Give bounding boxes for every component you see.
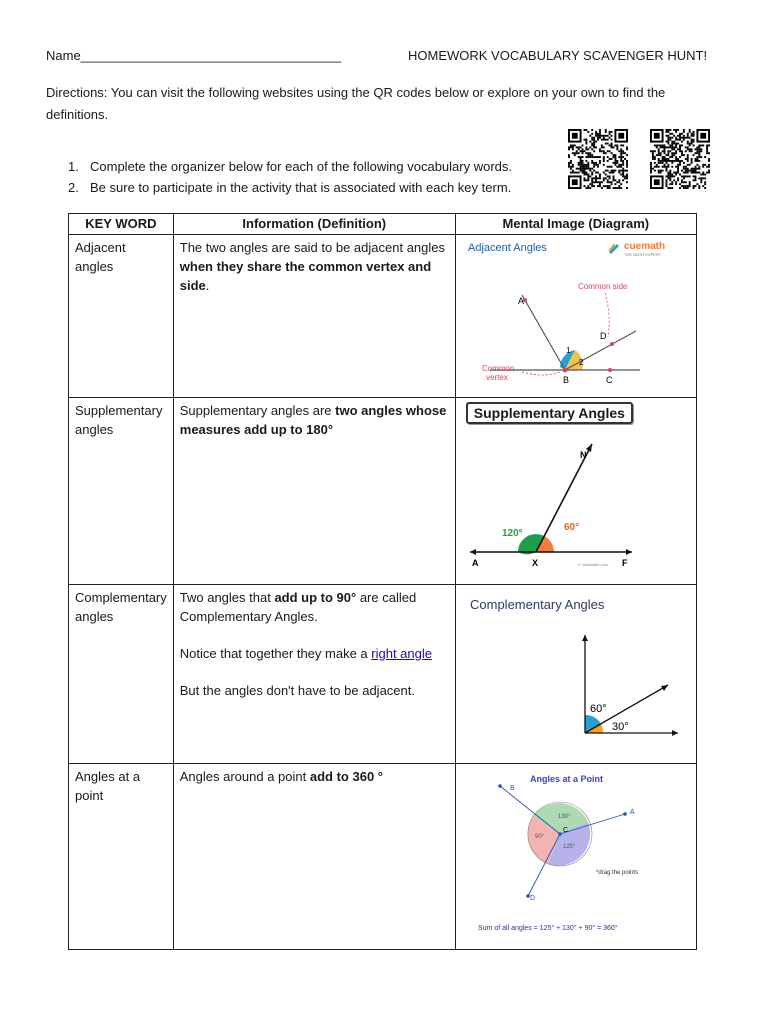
svg-text:A: A (517, 296, 524, 306)
svg-text:*drag the points: *drag the points (595, 870, 638, 876)
svg-text:90°: 90° (534, 834, 544, 840)
svg-text:2: 2 (578, 358, 584, 367)
keyword-cell: Complementary angles (69, 585, 174, 764)
directions-text: Directions: You can visit the following websites using the QR codes below or explore on your own to find the definitions. (46, 85, 666, 122)
svg-text:F: F (621, 558, 628, 568)
diagram-cell (455, 585, 696, 764)
svg-text:A: A (471, 558, 479, 568)
brand-tagline: THE MATH EXPERT (623, 252, 661, 257)
svg-text:125°: 125° (562, 844, 576, 850)
brand-logo: cuemath (623, 241, 665, 252)
definition-cell: Two angles that add up to 90° are called Complementary Angles. Notice that together they make a right angle But the angles don't have to be adjacent. (173, 585, 455, 764)
name-field[interactable]: Name____________________________________ (46, 48, 341, 63)
diagram-cell (455, 235, 696, 398)
angle-120-label: 120° (501, 528, 523, 539)
header-definition: Information (Definition) (173, 214, 455, 235)
table-header-row (69, 214, 697, 235)
keyword-cell: Adjacent angles (69, 235, 174, 398)
definition-cell: The two angles are said to be adjacent angles when they share the common vertex and side. (173, 235, 455, 398)
svg-text:D: D (599, 331, 607, 341)
qr-code-1[interactable] (568, 128, 628, 190)
diagram-title: Angles at a Point (529, 774, 603, 784)
svg-text:D: D (529, 895, 535, 902)
definition-cell: Supplementary angles are two angles whose measures add up to 180° (173, 398, 455, 585)
keyword-cell: Supplementary angles (69, 398, 174, 585)
right-angle-link[interactable]: right angle (371, 646, 432, 661)
diagram-cell (455, 764, 696, 950)
step-item: 1. Complete the organizer below for each of the following vocabulary words. (68, 159, 513, 174)
qr-code-2[interactable] (650, 128, 710, 190)
ray-BA (522, 295, 565, 370)
adjacent-angles-diagram (460, 237, 684, 391)
svg-text:vertex: vertex (485, 373, 508, 382)
document-title: HOMEWORK VOCABULARY SCAVENGER HUNT! (408, 48, 708, 63)
step-item: 2. Be sure to participate in the activity that is associated with each key term. (68, 180, 512, 195)
table-row (69, 398, 697, 585)
table-row (69, 585, 697, 764)
svg-text:© skillsmath.com: © skillsmath.com (577, 562, 609, 567)
table-row (69, 764, 697, 950)
angle-60-label: 60° (563, 522, 579, 533)
vocabulary-organizer-table (68, 213, 697, 950)
diagram-title: Adjacent Angles (467, 242, 547, 254)
svg-text:N: N (579, 450, 587, 460)
supplementary-banner: Supplementary Angles (466, 402, 633, 424)
angle-30-label: 30° (611, 721, 629, 733)
step-text: Complete the organizer below for each of the following vocabulary words. (90, 159, 513, 174)
complementary-angles-diagram (460, 587, 684, 757)
svg-text:1: 1 (565, 346, 571, 355)
angles-at-point-diagram (460, 766, 684, 944)
header-diagram: Mental Image (Diagram) (455, 214, 696, 235)
common-vertex-label: Common (481, 364, 515, 373)
svg-text:B: B (509, 785, 515, 792)
diagram-title: Complementary Angles (469, 597, 605, 612)
rocket-icon (608, 243, 618, 253)
svg-text:X: X (531, 558, 538, 568)
definition-cell: Angles around a point add to 360 ° (173, 764, 455, 950)
svg-text:A: A (629, 809, 635, 816)
keyword-cell: Angles at a point (69, 764, 174, 950)
table-row (69, 235, 697, 398)
svg-text:B: B (562, 375, 569, 385)
common-side-label: Common side (577, 282, 628, 291)
header-keyword: KEY WORD (69, 214, 174, 235)
diagram-cell (455, 398, 696, 585)
step-text: Be sure to participate in the activity that is associated with each key term. (90, 180, 512, 195)
sum-equation: Sum of all angles = 125° + 130° + 90° = 360° (477, 925, 618, 932)
supplementary-angles-diagram (460, 424, 684, 572)
svg-text:C: C (605, 375, 613, 385)
steps-list (46, 156, 512, 198)
svg-text:C: C (562, 827, 568, 834)
angle-60-label: 60° (589, 703, 607, 715)
svg-text:130°: 130° (557, 814, 571, 820)
ray-XN (536, 444, 592, 552)
